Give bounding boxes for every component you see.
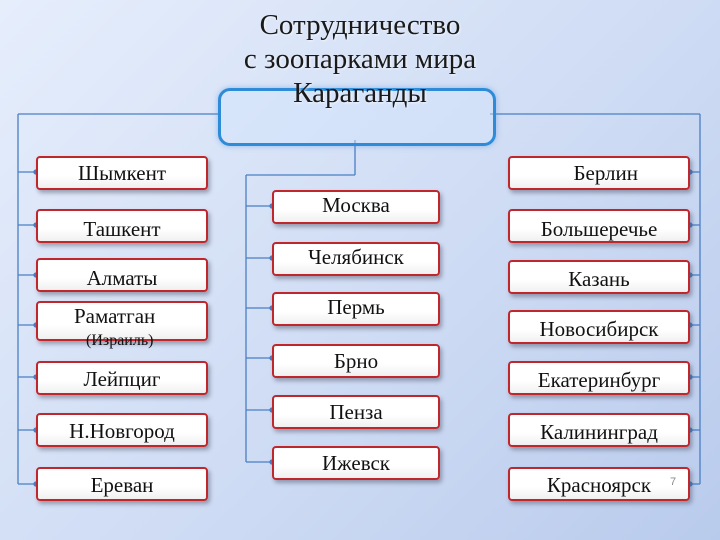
box-label: Н.Новгород	[69, 419, 175, 443]
box-label: Шымкент	[78, 161, 166, 185]
box-label: Ташкент	[83, 217, 161, 241]
box-label: Большеречье	[540, 217, 658, 241]
box-label: Екатеринбург	[537, 368, 661, 392]
box-bolsherechye	[508, 209, 690, 243]
box-kaliningrad	[508, 413, 690, 447]
box-moscow	[272, 190, 440, 224]
box-label: Калининград	[540, 420, 658, 444]
box-shymkent	[36, 156, 208, 190]
box-label: Казань	[568, 267, 630, 291]
page-title	[180, 8, 540, 110]
box-label: Пермь	[327, 295, 385, 319]
box-brno	[272, 344, 440, 378]
box-label: Пенза	[329, 400, 383, 424]
box-tashkent	[36, 209, 208, 243]
box-label: Берлин	[573, 161, 638, 185]
box-label: Ижевск	[321, 451, 391, 475]
title-line-1: Сотрудничество	[259, 9, 461, 41]
box-label: Челябинск	[308, 245, 404, 269]
box-yerevan	[36, 467, 208, 501]
box-label: Москва	[322, 193, 390, 217]
box-chelyabinsk	[272, 242, 440, 276]
box-label: Новосибирск	[539, 317, 659, 341]
box-izhevsk	[272, 446, 440, 480]
box-penza	[272, 395, 440, 429]
box-label: Красноярск	[546, 473, 652, 497]
box-label: Алматы	[86, 266, 158, 290]
ramatgan-note: (Израиль)	[86, 332, 154, 349]
box-novosibirsk	[508, 310, 690, 344]
box-kazan	[508, 260, 690, 294]
box-perm	[272, 292, 440, 326]
box-label: Лейпциг	[83, 367, 161, 391]
title-line-3: Караганды	[293, 77, 427, 109]
page-number: 7	[670, 476, 677, 488]
box-berlin	[508, 156, 690, 190]
box-label: Ереван	[90, 473, 154, 497]
box-label: Раматган	[74, 304, 156, 328]
box-krasnoyarsk	[508, 467, 690, 501]
box-label: Брно	[333, 349, 379, 373]
title-line-2: с зоопарками мира	[243, 43, 477, 75]
box-nnovgorod	[36, 413, 208, 447]
box-yekaterinburg	[508, 361, 690, 395]
box-leipzig	[36, 361, 208, 395]
box-almaty	[36, 258, 208, 292]
